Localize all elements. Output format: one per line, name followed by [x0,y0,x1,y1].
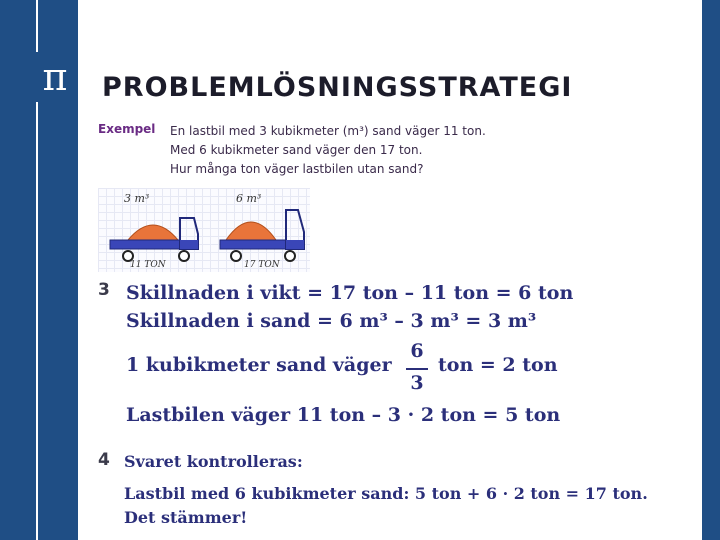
truck-2-wheel [285,251,295,261]
truck-1-volume-label: 3 m³ [124,192,150,205]
example-line: En lastbil med 3 kubikmeter (m³) sand väger 11 ton. [170,124,486,138]
truck-1-wheel [179,251,189,261]
step-3-line-3-suffix: ton = 2 ton [438,354,558,376]
truck-2-wheel [231,251,241,261]
page-title: PROBLEMLÖSNINGSSTRATEGI [102,72,573,103]
fraction-denominator: 3 [410,372,424,394]
step-3-number: 3 [98,280,110,300]
sand-pile-1 [128,225,178,240]
example-line: Med 6 kubikmeter sand väger den 17 ton. [170,143,423,157]
truck-sketch [98,188,310,272]
step-4-line-3: Det stämmer! [124,508,248,527]
step-3-line-2: Skillnaden i sand = 6 m³ – 3 m³ = 3 m³ [126,310,537,332]
step-4-line-2: Lastbil med 6 kubikmeter sand: 5 ton + 6 · 2 ton = 17 ton. [124,484,648,503]
truck-2-weight-label: 17 TON [244,260,280,270]
truck-2-bed [220,240,286,249]
example-line: Hur många ton väger lastbilen utan sand? [170,162,424,176]
step-3-line-1: Skillnaden i vikt = 17 ton – 11 ton = 6 ton [126,282,574,304]
truck-2-volume-label: 6 m³ [236,192,262,205]
truck-2 [220,210,304,261]
fraction-numerator: 6 [410,340,424,362]
right-frame-band [702,0,720,540]
step-4-number: 4 [98,450,110,470]
sand-pile-2 [226,222,276,240]
step-3-line-4: Lastbilen väger 11 ton – 3 · 2 ton = 5 ton [126,404,561,426]
example-text [170,122,486,179]
truck-1-weight-label: 11 TON [130,260,166,270]
step-4-line-1: Svaret kontrolleras: [124,452,303,471]
truck-1 [110,218,198,261]
truck-1-bed [110,240,180,249]
example-label: Exempel [98,122,156,136]
fraction-bar [406,368,428,370]
pi-icon: π [36,52,74,102]
step-3-line-3-prefix: 1 kubikmeter sand väger [126,354,392,376]
slide-content [78,0,702,540]
